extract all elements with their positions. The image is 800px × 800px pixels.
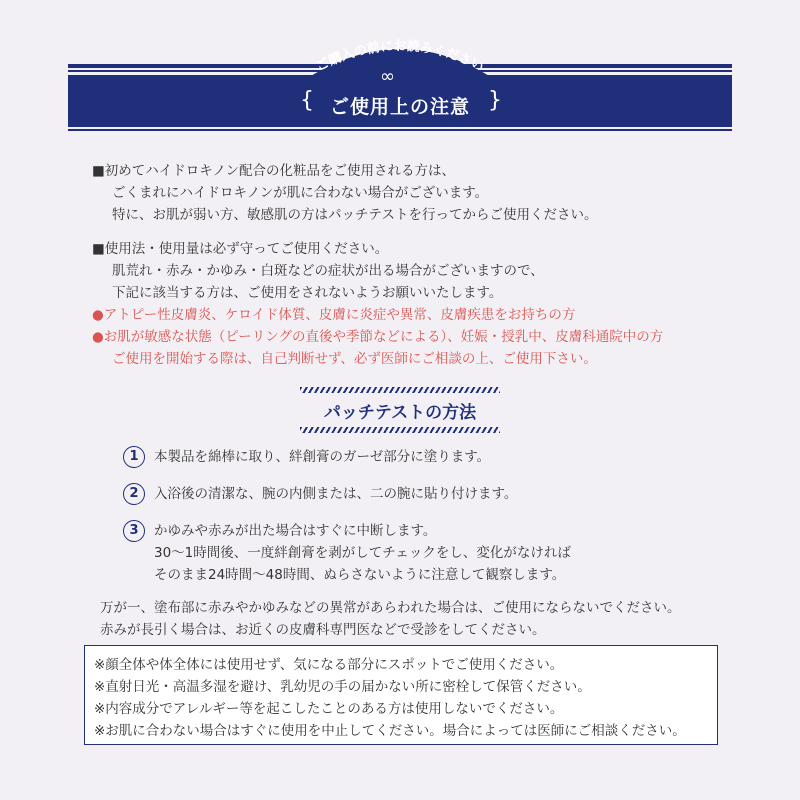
step-3-line3: そのまま24時間〜48時間、ぬらさないように注意して観察します。 xyxy=(154,567,566,583)
note-4: ※お肌に合わない場合はすぐに使用を中止してください。場合によっては医師にご相談ください。 xyxy=(94,723,686,739)
step-number-2: 2 xyxy=(123,483,145,505)
page-title: ご使用上の注意 xyxy=(329,96,470,118)
warning-line3: ご使用を開始する際は、自己判断せず、必ず医師にご相談の上、ご使用下さい。 xyxy=(112,351,597,367)
note-1: ※顔全体や体全体には使用せず、気になる部分にスポットでご使用ください。 xyxy=(94,657,564,673)
block2-line3: 下記に該当する方は、ご使用をされないようお願いいたします。 xyxy=(112,285,503,301)
brace-right-ornament: } xyxy=(488,88,502,113)
closing-line1: 万が一、塗布部に赤みやかゆみなどの異常があらわれた場合は、ご使用にならないでください。 xyxy=(100,600,681,616)
warning-line2: ●お肌が敏感な状態（ピーリングの直後や季節などによる）、妊娠・授乳中、皮膚科通院中の方 xyxy=(92,329,664,345)
header-arch xyxy=(0,0,800,140)
closing-line2: 赤みが長引く場合は、お近くの皮膚科専門医などで受診をしてください。 xyxy=(100,622,546,638)
note-2: ※直射日光・高温多湿を避け、乳幼児の手の届かない所に密栓して保管ください。 xyxy=(94,679,591,695)
block1-line3: 特に、お肌が弱い方、敏感肌の方はパッチテストを行ってからご使用ください。 xyxy=(112,207,598,223)
warning-line1: ●アトピー性皮膚炎、ケロイド体質、皮膚に炎症や異常、皮膚疾患をお持ちの方 xyxy=(92,307,576,323)
block2-line2: 肌荒れ・赤み・かゆみ・白斑などの症状が出る場合がございますので、 xyxy=(112,263,544,279)
brace-left-ornament: { xyxy=(300,88,314,113)
step-number-3: 3 xyxy=(123,520,145,542)
note-3: ※内容成分でアレルギー等を起こしたことのある方は使用しないでください。 xyxy=(94,701,564,717)
step-3-text: かゆみや赤みが出た場合はすぐに中断します。 xyxy=(154,523,437,539)
step-number-1: 1 xyxy=(123,446,145,468)
step-1-text: 本製品を綿棒に取り、絆創膏のガーゼ部分に塗ります。 xyxy=(154,449,491,465)
step-2-text: 入浴後の清潔な、腕の内側または、二の腕に貼り付けます。 xyxy=(154,486,518,502)
block1-line1: ■初めてハイドロキノン配合の化粧品をご使用される方は、 xyxy=(92,163,455,179)
block2-line1: ■使用法・使用量は必ず守ってご使用ください。 xyxy=(92,241,389,257)
step-3-line2: 30〜1時間後、一度絆創膏を剥がしてチェックをし、変化がなければ xyxy=(154,545,571,561)
stripe-bottom xyxy=(300,427,500,433)
infinity-ornament: ∞ xyxy=(380,66,395,87)
arch-text: ご購入の前にお読みください xyxy=(314,39,486,75)
patch-test-title: パッチテストの方法 xyxy=(323,403,477,423)
stripe-top xyxy=(300,387,500,393)
block1-line2: ごくまれにハイドロキノンが肌に合わない場合がございます。 xyxy=(112,185,489,201)
